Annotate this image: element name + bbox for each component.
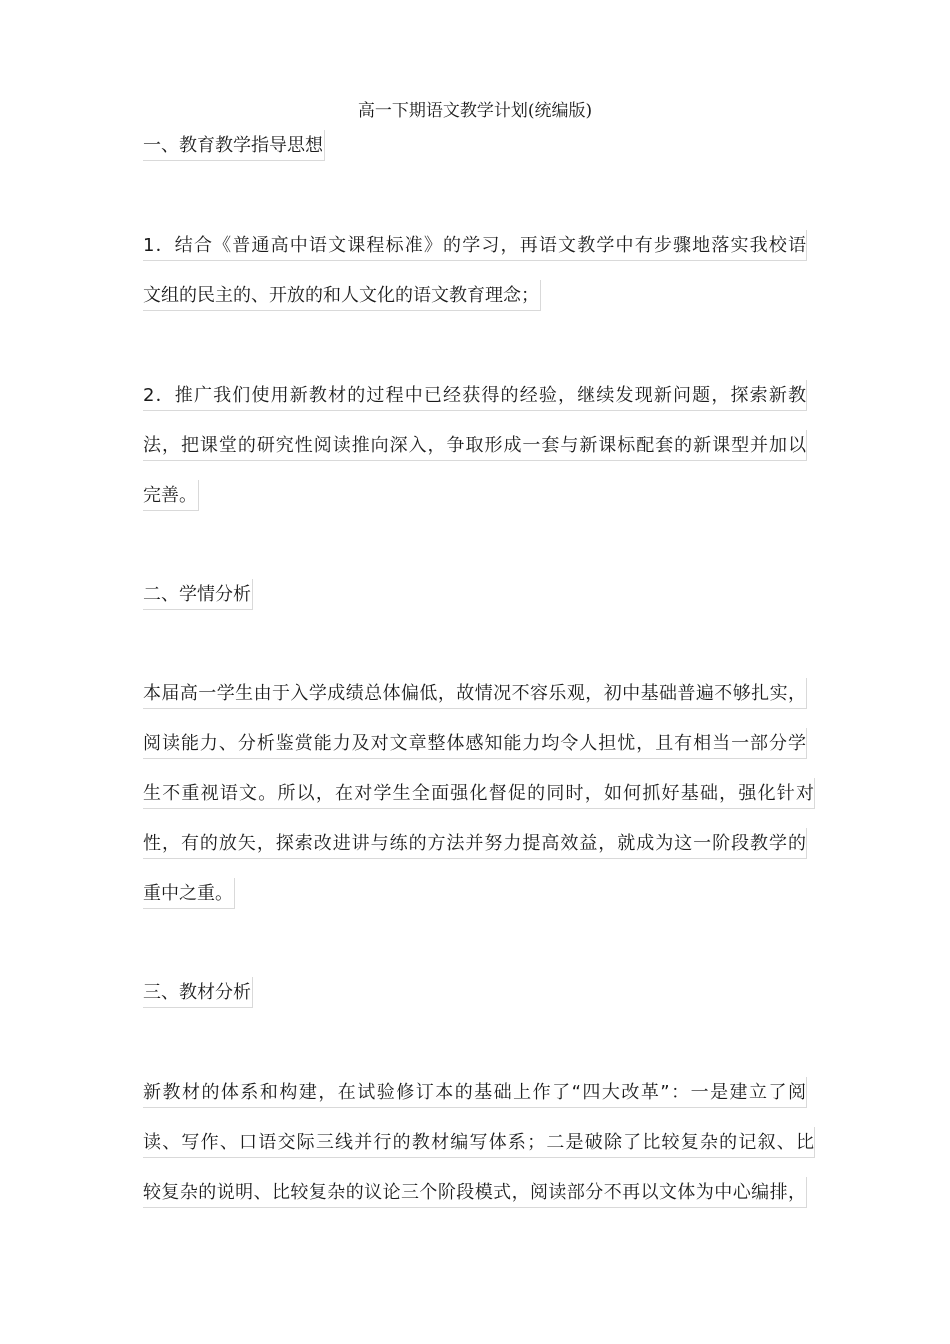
document-title: 高一下期语文教学计划(统编版): [357, 101, 593, 121]
paragraph-line: 生不重视语文。所以，在对学生全面强化督促的同时，如何抓好基础，强化针对: [143, 778, 815, 809]
paragraph-line: 2．推广我们使用新教材的过程中已经获得的经验，继续发现新问题，探索新教: [143, 380, 807, 411]
paragraph-line: 性，有的放矢，探索改进讲与练的方法并努力提高效益，就成为这一阶段教学的: [143, 828, 807, 859]
section-heading-student-analysis: 二、学情分析: [143, 579, 253, 610]
paragraph-line: 较复杂的说明、比较复杂的议论三个阶段模式，阅读部分不再以文体为中心编排，: [143, 1177, 807, 1208]
paragraph-line: 重中之重。: [143, 878, 235, 909]
paragraph-line: 完善。: [143, 480, 199, 511]
paragraph-line: 文组的民主的、开放的和人文化的语文教育理念；: [143, 280, 541, 311]
section-heading-guiding-thought: 一、教育教学指导思想: [143, 130, 325, 161]
paragraph-line: 法，把课堂的研究性阅读推向深入，争取形成一套与新课标配套的新课型并加以: [143, 430, 807, 461]
section-heading-textbook-analysis: 三、教材分析: [143, 977, 253, 1008]
paragraph-line: 阅读能力、分析鉴赏能力及对文章整体感知能力均令人担忧，且有相当一部分学: [143, 728, 807, 759]
paragraph-line: 新教材的体系和构建，在试验修订本的基础上作了“四大改革”：一是建立了阅: [143, 1077, 807, 1108]
paragraph-line: 读、写作、口语交际三线并行的教材编写体系；二是破除了比较复杂的记叙、比: [143, 1127, 815, 1158]
paragraph-line: 1．结合《普通高中语文课程标准》的学习，再语文教学中有步骤地落实我校语: [143, 230, 807, 261]
paragraph-line: 本届高一学生由于入学成绩总体偏低，故情况不容乐观，初中基础普遍不够扎实，: [143, 678, 807, 709]
